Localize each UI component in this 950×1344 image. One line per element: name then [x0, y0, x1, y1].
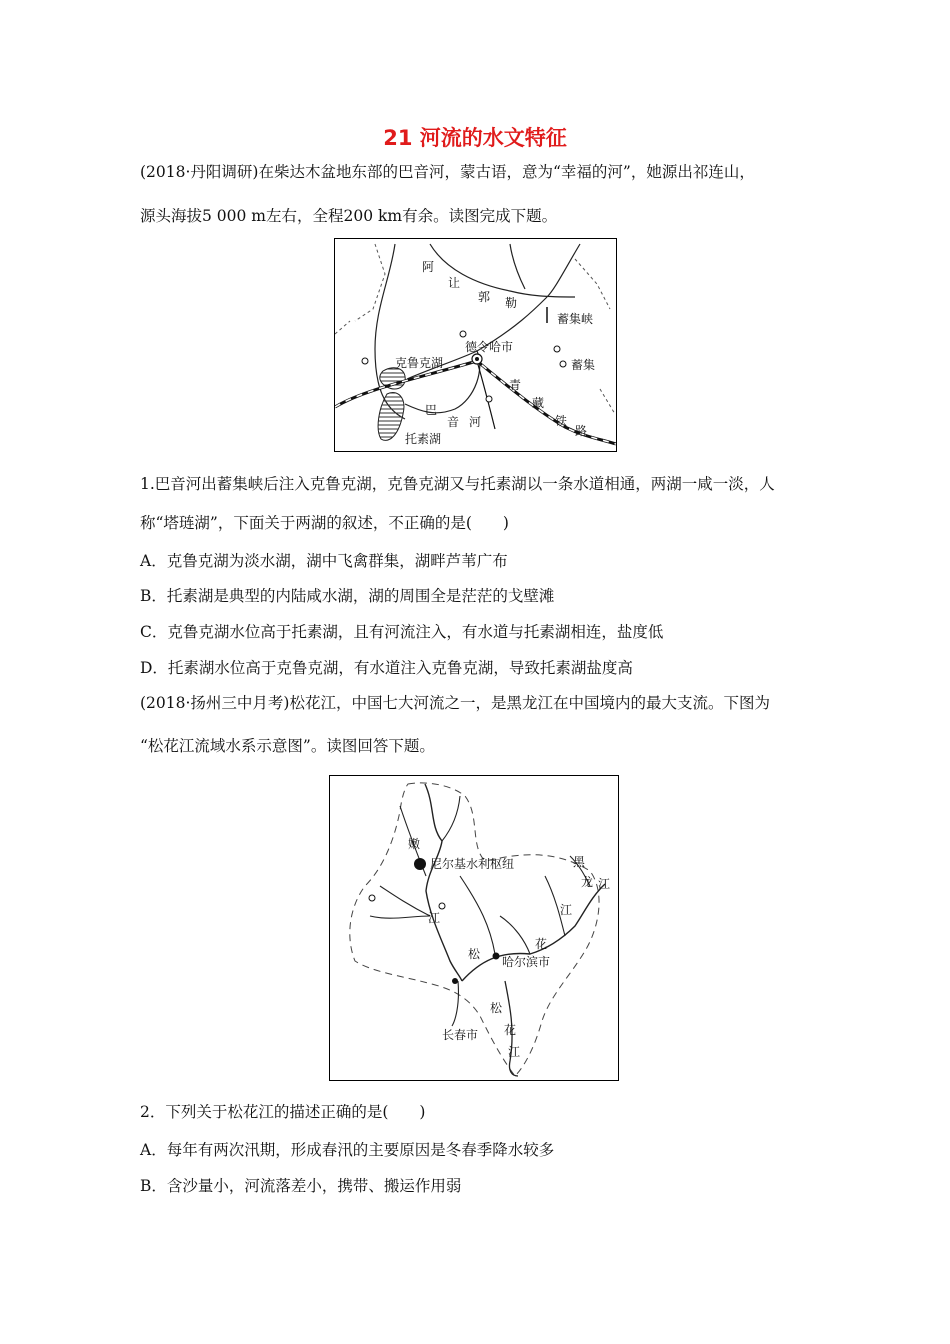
map1-label: 阿 [422, 260, 435, 274]
map1-label: 勒 [505, 296, 518, 310]
map1-label: 郭 [478, 290, 491, 304]
q1-stem-line2: 称“塔琏湖”，下面关于两湖的叙述，不正确的是( ) [140, 514, 509, 532]
basin-outline [547, 244, 580, 297]
map1-label: 河 [469, 415, 482, 429]
map1-label: 藏 [532, 396, 545, 410]
map1-label: 路 [575, 424, 588, 438]
mountain-boundary-line [600, 389, 615, 414]
map2-label: 嫩 [408, 837, 421, 851]
map2-label: 江 [560, 903, 573, 917]
intro2-line2: “松花江流域水系示意图”。读图回答下题。 [140, 737, 435, 755]
q2-option-b: B．含沙量小，河流落差小，携带、搬运作用弱 [140, 1177, 462, 1195]
q2-stem: 2．下列关于松花江的描述正确的是( ) [140, 1103, 426, 1121]
map1-label: 托素湖 [405, 432, 442, 446]
songhua-river-map-drawing [330, 776, 618, 1080]
q2-option-a: A．每年有两次汛期，形成春汛的主要原因是冬春季降水较多 [140, 1141, 555, 1159]
map2-label: 黑 [573, 855, 586, 869]
map1-label: 蓄集 [571, 358, 596, 372]
map2-label: 长春市 [442, 1028, 479, 1042]
bayin-river-map-drawing [335, 239, 616, 451]
songhua-river-map [329, 775, 619, 1081]
tributary-line [452, 981, 458, 1026]
map1-label: 青 [509, 378, 522, 392]
map2-label: 江 [598, 877, 611, 891]
map2-label: 哈尔滨市 [502, 955, 551, 969]
tributary-line [500, 916, 530, 954]
mountain-boundary-line [355, 244, 385, 321]
bayin-river-map [334, 238, 617, 452]
map2-label: 花 [504, 1023, 517, 1037]
map2-label: 龙 [581, 875, 594, 889]
map2-label: 花 [535, 937, 548, 951]
tributary-line [460, 876, 495, 954]
tributary-line [380, 886, 430, 916]
delingha-city-dot [475, 357, 479, 361]
map1-label: 让 [448, 276, 461, 290]
town-marker [554, 346, 560, 352]
page-title: 21 河流的水文特征 [383, 126, 567, 150]
tributary-line [370, 916, 430, 918]
map2-label: 尼尔基水利枢纽 [430, 857, 515, 871]
map2-label: 松 [468, 947, 481, 961]
changchun-city-marker [452, 978, 458, 984]
map2-label: 江 [428, 911, 441, 925]
q1-option-b: B．托素湖是典型的内陆咸水湖，湖的周围全是茫茫的戈壁滩 [140, 587, 555, 605]
q1-stem-line1: 1.巴音河出蓄集峡后注入克鲁克湖，克鲁克湖又与托素湖以一条水道相通，两湖一咸一淡，人 [140, 475, 775, 493]
q1-option-d: D．托素湖水位高于克鲁克湖，有水道注入克鲁克湖，导致托素湖盐度高 [140, 659, 633, 677]
town-marker [369, 895, 375, 901]
mountain-boundary-line [575, 259, 610, 309]
q1-option-c: C．克鲁克湖水位高于托素湖，且有河流注入，有水道与托素湖相连，盐度低 [140, 623, 664, 641]
map1-label: 蓄集峡 [557, 312, 594, 326]
intro2-line1: (2018·扬州三中月考)松花江，中国七大河流之一，是黑龙江在中国境内的最大支流。下图为 [140, 694, 770, 712]
map1-label: 德令哈市 [465, 340, 514, 354]
mountain-boundary-line [335, 321, 350, 334]
intro1-line1: (2018·丹阳调研)在柴达木盆地东部的巴音河，蒙古语，意为“幸福的河”，她源出祁连山， [140, 163, 755, 181]
town-marker [439, 903, 445, 909]
nierji-dam-marker [414, 858, 426, 870]
tributary-line [442, 796, 460, 841]
harbin-city-marker [493, 953, 500, 960]
town-marker [362, 358, 368, 364]
intro1-line2: 源头海拔5 000 m左右，全程200 km有余。读图完成下题。 [140, 207, 558, 225]
map1-label: 克鲁克湖 [395, 356, 444, 370]
town-marker [486, 396, 492, 402]
map1-label: 巴 [425, 403, 438, 417]
q1-option-a: A．克鲁克湖为淡水湖，湖中飞禽群集，湖畔芦苇广布 [140, 552, 508, 570]
map1-label: 音 [447, 415, 460, 429]
tuosu-lake [378, 393, 404, 441]
xuji-town-marker [560, 361, 566, 367]
river-line [510, 244, 525, 289]
town-marker [460, 331, 466, 337]
map2-label: 松 [490, 1001, 503, 1015]
map2-label: 江 [508, 1045, 521, 1059]
map1-label: 铁 [555, 414, 568, 428]
